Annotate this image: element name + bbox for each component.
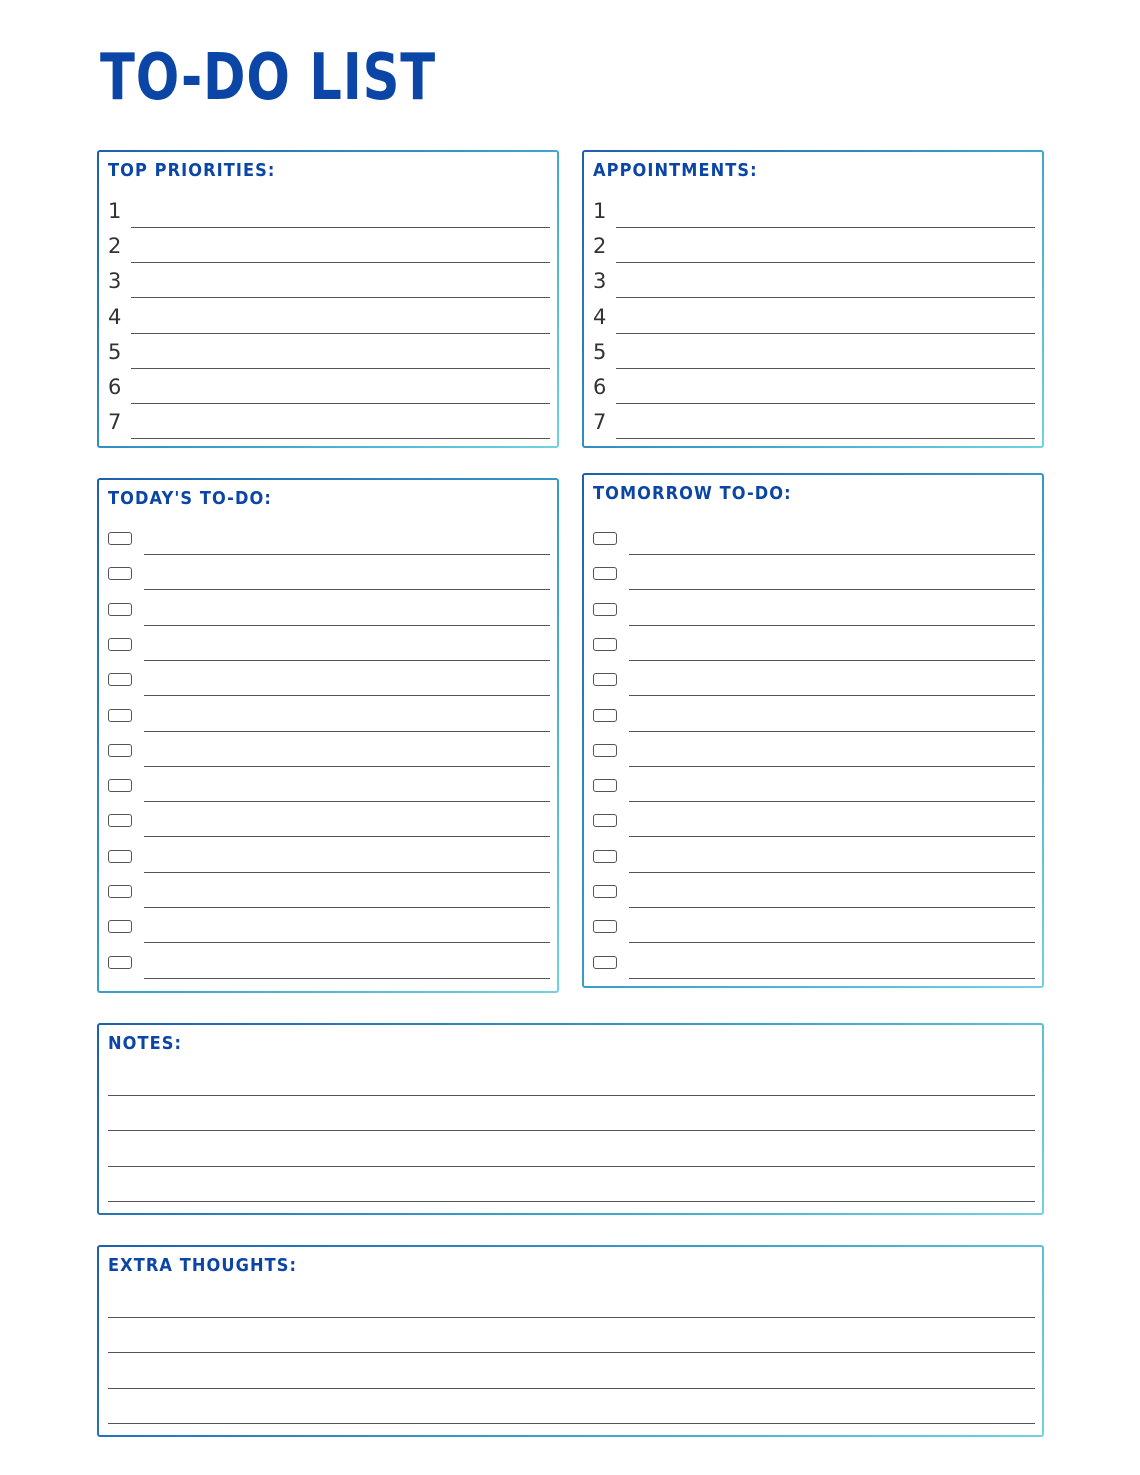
todays-todo-list-checkbox-9[interactable] xyxy=(108,814,132,827)
tomorrow-todo-list-checkbox-6[interactable] xyxy=(593,709,617,722)
todays-todo-list-rule-5 xyxy=(144,695,550,696)
top-priorities-list-rule-7 xyxy=(131,438,550,439)
appointments-list-rule-3 xyxy=(616,297,1035,298)
tomorrow-todo-list-checkbox-1[interactable] xyxy=(593,532,617,545)
extra-thoughts-lines-rule-3 xyxy=(108,1388,1035,1389)
appointments-list-rule-7 xyxy=(616,438,1035,439)
appointments-list-rule-5 xyxy=(616,368,1035,369)
appointments-list-rule-1 xyxy=(616,227,1035,228)
todays-todo-list-rule-10 xyxy=(144,872,550,873)
todays-todo-list-checkbox-13[interactable] xyxy=(108,956,132,969)
tomorrow-todo-list-checkbox-11[interactable] xyxy=(593,885,617,898)
todays-todo-list-checkbox-6[interactable] xyxy=(108,709,132,722)
top-priorities-section xyxy=(97,150,559,448)
notes-lines-rule-4 xyxy=(108,1201,1035,1202)
appointments-list-number-5: 5 xyxy=(593,339,607,364)
top-priorities-list-number-4: 4 xyxy=(108,304,122,329)
tomorrow-todo-list-rule-4 xyxy=(629,660,1035,661)
appointments-list-number-3: 3 xyxy=(593,269,607,294)
tomorrow-todo-list-rule-1 xyxy=(629,554,1035,555)
todays-todo-list-rule-9 xyxy=(144,836,550,837)
tomorrow-todo-list-rule-8 xyxy=(629,801,1035,802)
todays-todo-list-rule-4 xyxy=(144,660,550,661)
todays-todo-list-rule-11 xyxy=(144,907,550,908)
appointments-list-rule-6 xyxy=(616,403,1035,404)
tomorrow-todo-list-rule-7 xyxy=(629,766,1035,767)
top-priorities-list-rule-6 xyxy=(131,403,550,404)
appointments-list-number-7: 7 xyxy=(593,410,607,435)
extra-thoughts-label: EXTRA THOUGHTS: xyxy=(108,1255,298,1276)
notes-label: NOTES: xyxy=(108,1033,183,1054)
tomorrow-todo-label: TOMORROW TO-DO: xyxy=(593,483,792,504)
tomorrow-todo-list-checkbox-2[interactable] xyxy=(593,567,617,580)
tomorrow-todo-list-rule-12 xyxy=(629,942,1035,943)
appointments-list-number-4: 4 xyxy=(593,304,607,329)
todays-todo-list-checkbox-7[interactable] xyxy=(108,744,132,757)
todays-todo-list-rule-3 xyxy=(144,625,550,626)
todays-todo-list-checkbox-5[interactable] xyxy=(108,673,132,686)
tomorrow-todo-list-rule-3 xyxy=(629,625,1035,626)
extra-thoughts-lines-rule-4 xyxy=(108,1423,1035,1424)
todays-todo-list-rule-6 xyxy=(144,731,550,732)
tomorrow-todo-list-checkbox-7[interactable] xyxy=(593,744,617,757)
top-priorities-label: TOP PRIORITIES: xyxy=(108,160,276,181)
tomorrow-todo-list-rule-11 xyxy=(629,907,1035,908)
appointments-list-rule-2 xyxy=(616,262,1035,263)
tomorrow-todo-list-checkbox-9[interactable] xyxy=(593,814,617,827)
notes-lines-rule-1 xyxy=(108,1095,1035,1096)
tomorrow-todo-list-rule-10 xyxy=(629,872,1035,873)
tomorrow-todo-list-rule-9 xyxy=(629,836,1035,837)
todays-todo-section xyxy=(97,478,559,993)
todays-todo-list-checkbox-12[interactable] xyxy=(108,920,132,933)
todays-todo-list-checkbox-1[interactable] xyxy=(108,532,132,545)
notes-lines-rule-2 xyxy=(108,1130,1035,1131)
tomorrow-todo-section xyxy=(582,473,1044,988)
todays-todo-list-checkbox-3[interactable] xyxy=(108,603,132,616)
tomorrow-todo-list-rule-2 xyxy=(629,589,1035,590)
todays-todo-list-rule-1 xyxy=(144,554,550,555)
tomorrow-todo-list-rule-5 xyxy=(629,695,1035,696)
appointments-label: APPOINTMENTS: xyxy=(593,160,758,181)
appointments-list-rule-4 xyxy=(616,333,1035,334)
todays-todo-list-rule-8 xyxy=(144,801,550,802)
top-priorities-list-number-6: 6 xyxy=(108,375,122,399)
tomorrow-todo-list-rule-13 xyxy=(629,978,1035,979)
tomorrow-todo-list-checkbox-5[interactable] xyxy=(593,673,617,686)
tomorrow-todo-list-checkbox-4[interactable] xyxy=(593,638,617,651)
todays-todo-list-rule-7 xyxy=(144,766,550,767)
top-priorities-list-number-2: 2 xyxy=(108,234,122,259)
tomorrow-todo-list-checkbox-8[interactable] xyxy=(593,779,617,792)
top-priorities-list-rule-1 xyxy=(131,227,550,228)
top-priorities-list-rule-4 xyxy=(131,333,550,334)
todays-todo-list-checkbox-11[interactable] xyxy=(108,885,132,898)
tomorrow-todo-list-checkbox-3[interactable] xyxy=(593,603,617,616)
todays-todo-list-rule-12 xyxy=(144,942,550,943)
todays-todo-list-checkbox-2[interactable] xyxy=(108,567,132,580)
extra-thoughts-lines-rule-2 xyxy=(108,1352,1035,1353)
todays-todo-list-checkbox-4[interactable] xyxy=(108,638,132,651)
appointments-section xyxy=(582,150,1044,448)
tomorrow-todo-list-checkbox-12[interactable] xyxy=(593,920,617,933)
extra-thoughts-section xyxy=(97,1245,1044,1437)
tomorrow-todo-list-checkbox-13[interactable] xyxy=(593,956,617,969)
todays-todo-label: TODAY'S TO-DO: xyxy=(108,488,272,509)
tomorrow-todo-list-checkbox-10[interactable] xyxy=(593,850,617,863)
top-priorities-list-rule-3 xyxy=(131,297,550,298)
todays-todo-list-rule-13 xyxy=(144,978,550,979)
top-priorities-list-number-1: 1 xyxy=(108,199,122,223)
todays-todo-list-checkbox-8[interactable] xyxy=(108,779,132,792)
appointments-list-number-1: 1 xyxy=(593,199,607,223)
appointments-list-number-6: 6 xyxy=(593,375,607,399)
tomorrow-todo-list-rule-6 xyxy=(629,731,1035,732)
top-priorities-list-number-3: 3 xyxy=(108,269,122,294)
top-priorities-list-number-7: 7 xyxy=(108,410,122,435)
top-priorities-list-rule-2 xyxy=(131,262,550,263)
notes-lines-rule-3 xyxy=(108,1166,1035,1167)
page-title: TO-DO LIST xyxy=(100,41,436,115)
extra-thoughts-lines-rule-1 xyxy=(108,1317,1035,1318)
appointments-list-number-2: 2 xyxy=(593,234,607,259)
notes-section xyxy=(97,1023,1044,1215)
top-priorities-list-rule-5 xyxy=(131,368,550,369)
todays-todo-list-rule-2 xyxy=(144,589,550,590)
top-priorities-list-number-5: 5 xyxy=(108,339,122,364)
todays-todo-list-checkbox-10[interactable] xyxy=(108,850,132,863)
